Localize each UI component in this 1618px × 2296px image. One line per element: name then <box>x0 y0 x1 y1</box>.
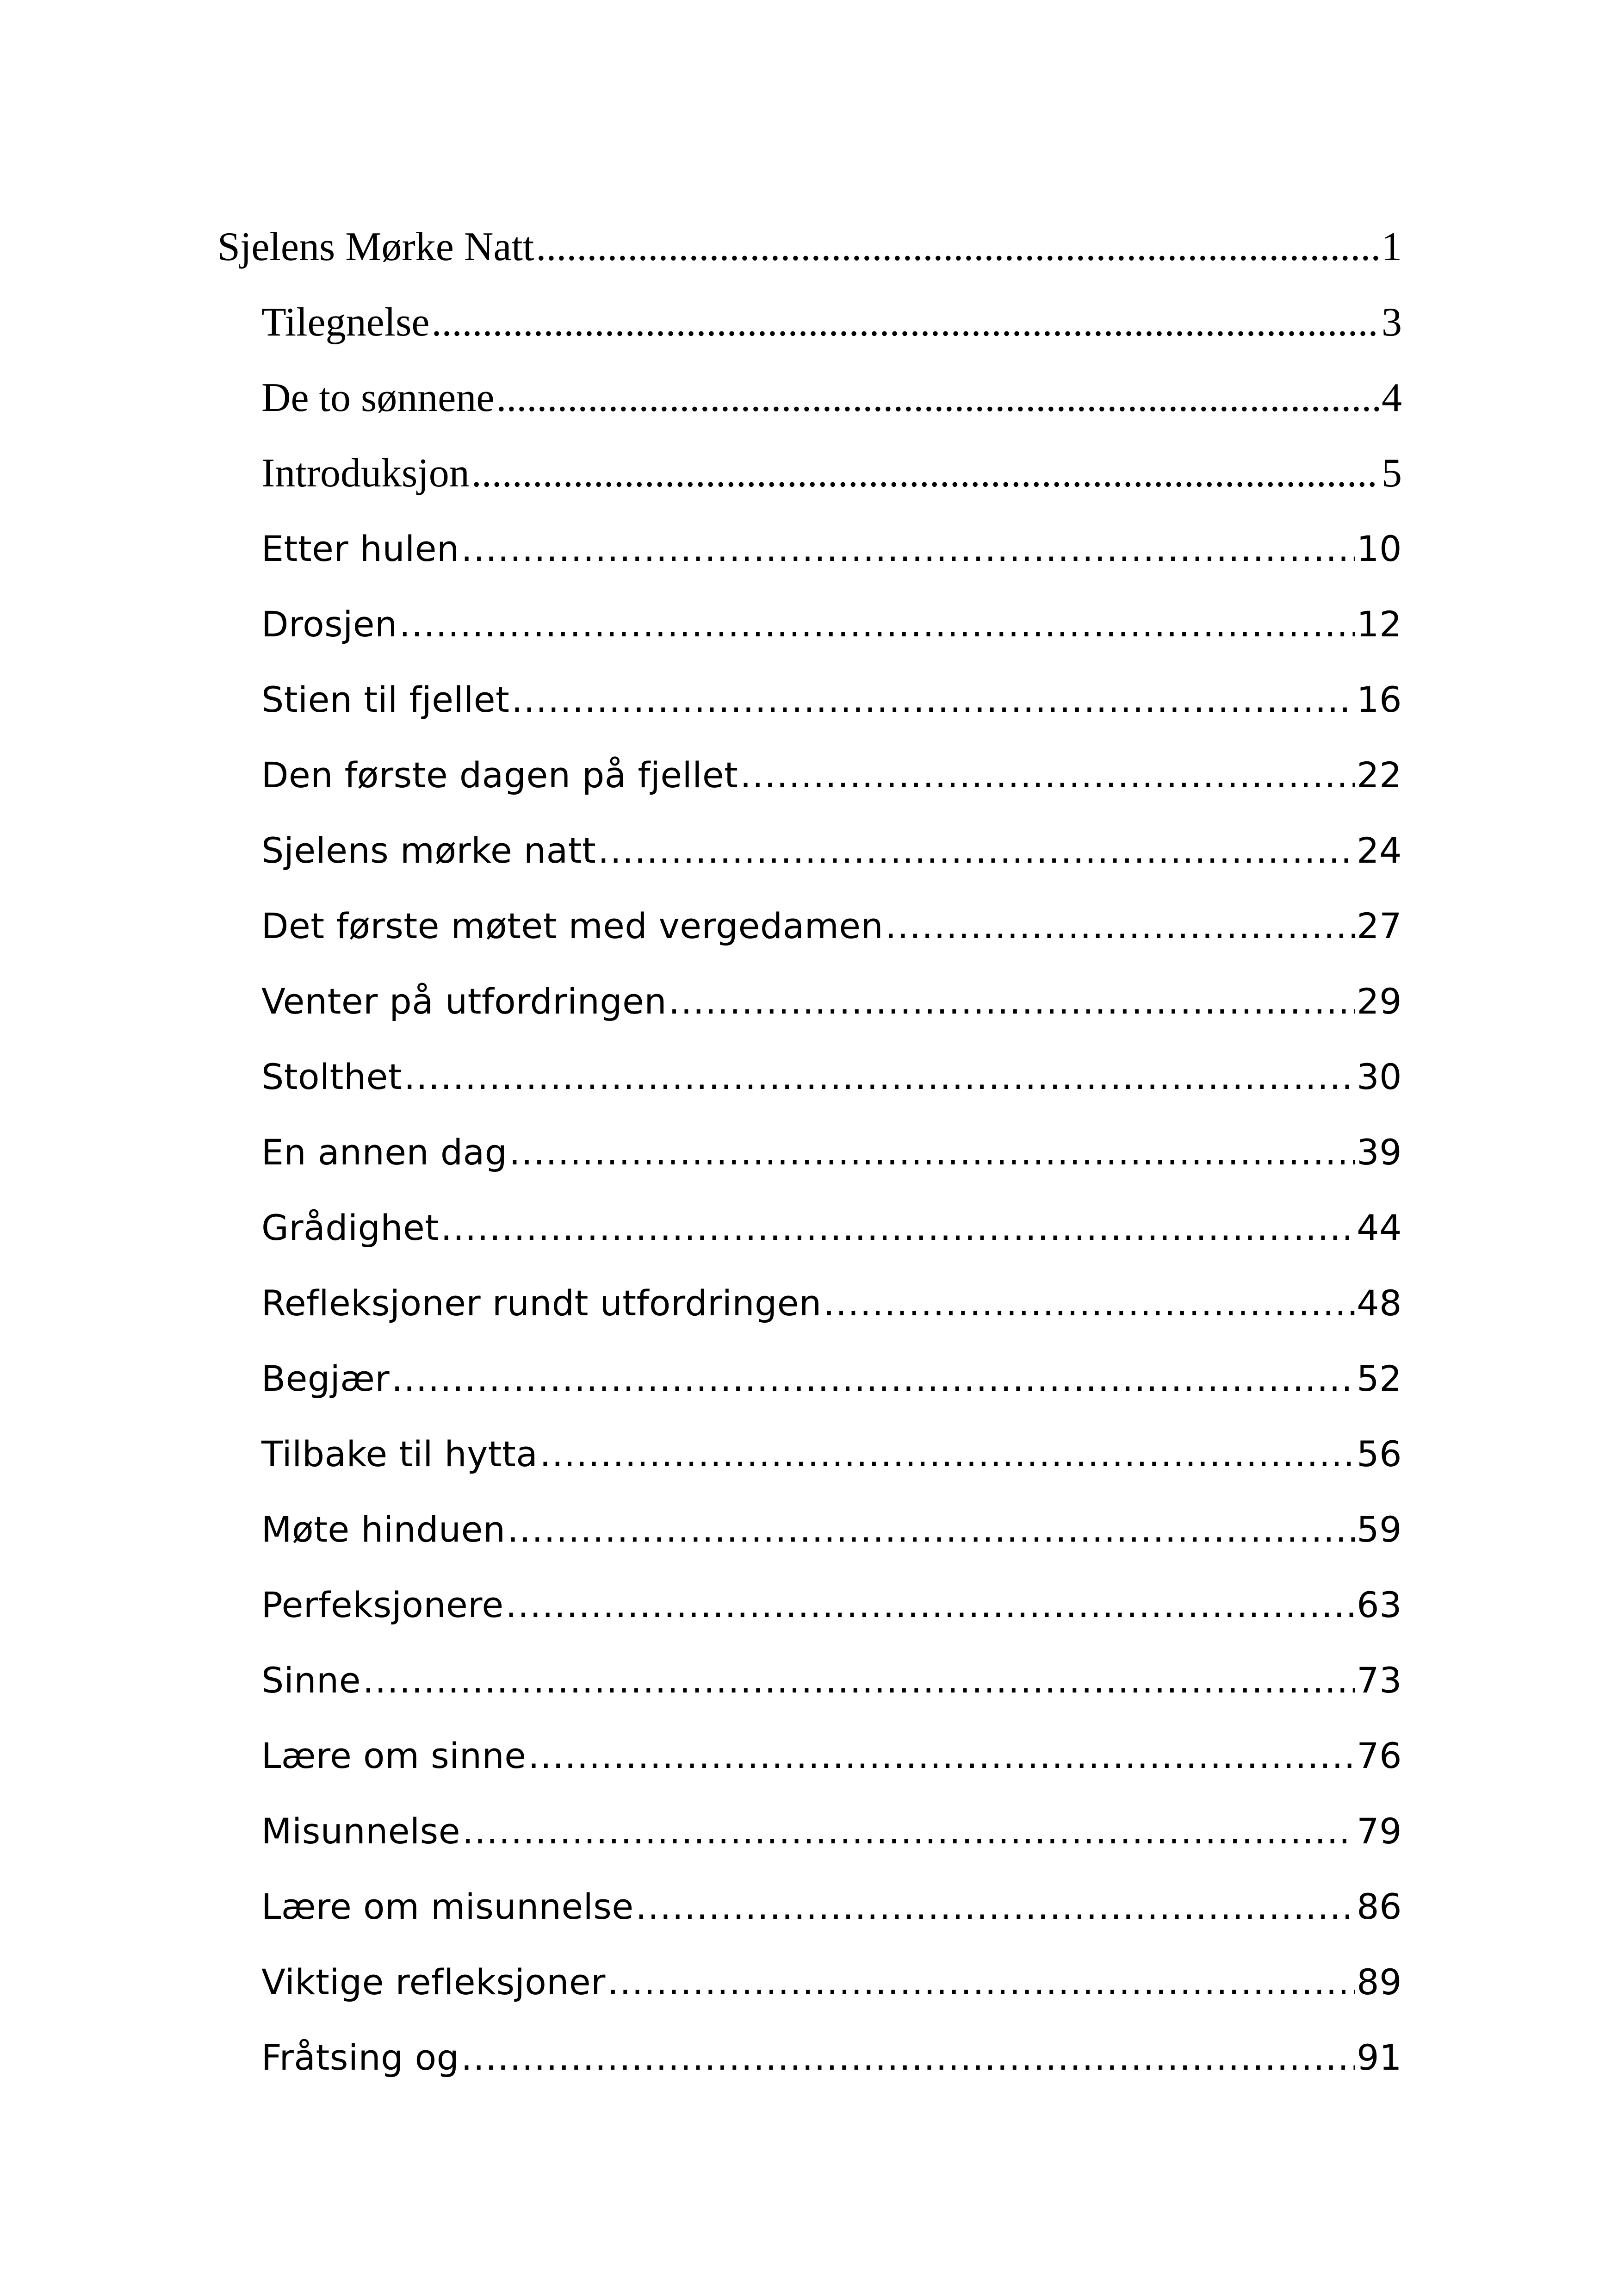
toc-entry-title: Misunnelse <box>261 1811 461 1852</box>
toc-entry-title: Det første møtet med vergedamen <box>261 905 884 946</box>
toc-entry[interactable] <box>217 1039 1402 1114</box>
toc-entry-title: De to sønnene <box>261 375 495 420</box>
toc-entry-title: Introduksjon <box>261 451 470 496</box>
dot-leader <box>636 1869 1355 1944</box>
toc-entry-title: Perfeksjonere <box>261 1584 504 1625</box>
toc-entry-title: En annen dag <box>261 1132 508 1173</box>
toc-entry-title: Fråtsing og <box>261 2037 459 2078</box>
toc-entry-page-number: 24 <box>1357 830 1402 871</box>
toc-entry-page-number: 10 <box>1357 528 1402 569</box>
dot-leader <box>461 511 1355 586</box>
dot-leader <box>740 737 1355 813</box>
toc-entry[interactable] <box>217 813 1402 888</box>
toc-entry[interactable] <box>217 511 1402 586</box>
toc-entry[interactable] <box>217 1416 1402 1492</box>
toc-entry[interactable] <box>217 888 1402 964</box>
toc-entry[interactable] <box>217 285 1402 360</box>
dot-leader <box>885 888 1355 964</box>
toc-entry-page-number: 86 <box>1357 1886 1402 1927</box>
toc-entry-page-number: 30 <box>1357 1056 1402 1097</box>
dot-leader <box>363 1643 1355 1718</box>
dot-leader <box>431 285 1380 360</box>
dot-leader <box>399 586 1355 662</box>
toc-entry-title: Grådighet <box>261 1207 439 1248</box>
toc-entry-page-number: 12 <box>1357 604 1402 645</box>
toc-entry-page-number: 44 <box>1357 1207 1402 1248</box>
toc-entry-page-number: 52 <box>1357 1358 1402 1399</box>
dot-leader <box>598 813 1355 888</box>
toc-entry-title: Venter på utfordringen <box>261 981 667 1022</box>
toc-entry-title: Lære om misunnelse <box>261 1886 634 1927</box>
toc-entry-page-number: 4 <box>1382 375 1402 420</box>
toc-entry-title: Sjelens mørke natt <box>261 830 596 871</box>
toc-entry-title: Sjelens Mørke Natt <box>217 224 534 269</box>
toc-entry-page-number: 56 <box>1357 1433 1402 1475</box>
toc-entry-page-number: 27 <box>1357 905 1402 946</box>
dot-leader <box>536 209 1380 285</box>
dot-leader <box>539 1416 1355 1492</box>
toc-entry[interactable] <box>217 586 1402 662</box>
toc-entry[interactable] <box>217 1265 1402 1341</box>
dot-leader <box>508 1492 1355 1567</box>
toc-entry-page-number: 73 <box>1357 1660 1402 1701</box>
toc-entry-page-number: 91 <box>1357 2037 1402 2078</box>
toc-entry[interactable] <box>217 1718 1402 1793</box>
toc-entry-page-number: 63 <box>1357 1584 1402 1625</box>
dot-leader <box>608 1944 1355 2020</box>
table-of-contents <box>217 209 1402 2095</box>
toc-entry-title: Lære om sinne <box>261 1735 527 1776</box>
dot-leader <box>511 662 1355 737</box>
toc-entry-title: Etter hulen <box>261 528 459 569</box>
toc-entry[interactable] <box>217 2020 1402 2095</box>
toc-entry[interactable] <box>217 1793 1402 1869</box>
toc-entry[interactable] <box>217 737 1402 813</box>
toc-entry-title: Stien til fjellet <box>261 679 510 720</box>
toc-entry-title: Sinne <box>261 1660 361 1701</box>
toc-entry-title: Tilegnelse <box>261 300 430 345</box>
dot-leader <box>528 1718 1355 1793</box>
dot-leader <box>471 436 1380 511</box>
toc-entry-page-number: 22 <box>1357 754 1402 796</box>
dot-leader <box>404 1039 1355 1114</box>
toc-entry-page-number: 29 <box>1357 981 1402 1022</box>
toc-entry-title: Den første dagen på fjellet <box>261 754 738 796</box>
dot-leader <box>824 1265 1355 1341</box>
dot-leader <box>391 1341 1355 1416</box>
toc-entry[interactable] <box>217 1869 1402 1944</box>
toc-entry[interactable] <box>217 1643 1402 1718</box>
toc-entry-title: Viktige refleksjoner <box>261 1961 606 2003</box>
toc-entry[interactable] <box>217 1190 1402 1265</box>
toc-entry[interactable] <box>217 1567 1402 1643</box>
toc-entry[interactable] <box>217 1114 1402 1190</box>
toc-entry-title: Refleksjoner rundt utfordringen <box>261 1282 822 1324</box>
dot-leader <box>441 1190 1355 1265</box>
toc-entry-page-number: 16 <box>1357 679 1402 720</box>
toc-entry-page-number: 1 <box>1382 224 1402 269</box>
toc-entry-title: Tilbake til hytta <box>261 1433 538 1475</box>
toc-entry-page-number: 59 <box>1357 1509 1402 1550</box>
toc-entry-page-number: 76 <box>1357 1735 1402 1776</box>
toc-entry[interactable] <box>217 1341 1402 1416</box>
toc-entry-page-number: 3 <box>1382 300 1402 345</box>
toc-entry-page-number: 79 <box>1357 1811 1402 1852</box>
dot-leader <box>509 1114 1355 1190</box>
toc-entry-title: Stolthet <box>261 1056 403 1097</box>
toc-entry[interactable] <box>217 964 1402 1039</box>
dot-leader <box>669 964 1355 1039</box>
toc-entry-title: Begjær <box>261 1358 390 1399</box>
toc-entry[interactable] <box>217 360 1402 436</box>
toc-entry[interactable] <box>217 1492 1402 1567</box>
toc-entry-page-number: 48 <box>1357 1282 1402 1324</box>
toc-entry[interactable] <box>217 662 1402 737</box>
dot-leader <box>506 1567 1355 1643</box>
toc-entry-title: Drosjen <box>261 604 397 645</box>
toc-entry[interactable] <box>217 436 1402 511</box>
toc-entry-page-number: 89 <box>1357 1961 1402 2003</box>
toc-entry-page-number: 5 <box>1382 451 1402 496</box>
dot-leader <box>462 1793 1355 1869</box>
toc-entry-page-number: 39 <box>1357 1132 1402 1173</box>
dot-leader <box>496 360 1380 436</box>
toc-entry[interactable] <box>217 209 1402 285</box>
dot-leader <box>461 2020 1355 2095</box>
toc-entry-title: Møte hinduen <box>261 1509 506 1550</box>
toc-entry[interactable] <box>217 1944 1402 2020</box>
